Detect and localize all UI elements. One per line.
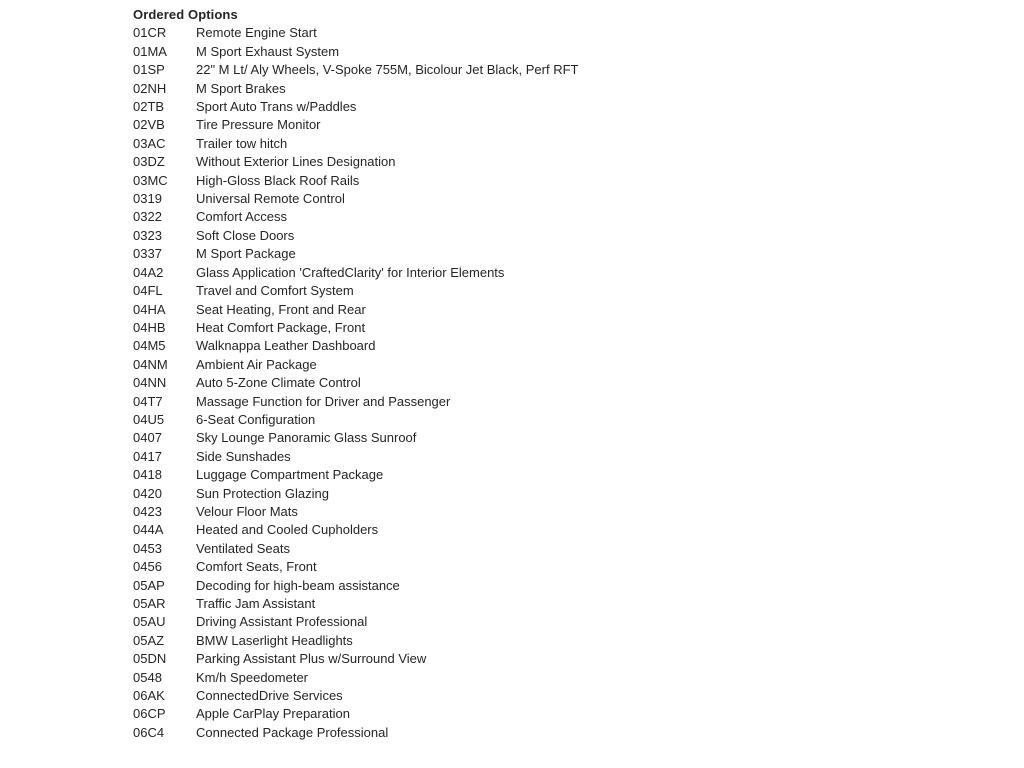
- option-row: [133, 466, 993, 484]
- option-code: 06CP: [133, 706, 166, 722]
- option-row: [133, 448, 993, 466]
- option-code: 0548: [133, 669, 162, 685]
- option-code: 0337: [133, 246, 162, 262]
- option-row: [133, 116, 993, 134]
- option-code: 06C4: [133, 724, 165, 740]
- option-code: 0407: [133, 430, 162, 446]
- option-description: Driving Assistant Professional: [196, 614, 368, 630]
- option-row: [133, 577, 993, 595]
- option-row: [133, 80, 993, 98]
- option-code: 04T7: [133, 393, 163, 409]
- option-row: [133, 208, 993, 226]
- option-row: [133, 540, 993, 558]
- option-code: 04M5: [133, 338, 166, 354]
- option-code: 06AK: [133, 688, 165, 704]
- option-description: Heated and Cooled Cupholders: [196, 522, 379, 538]
- option-code: 0418: [133, 467, 162, 483]
- option-description: Without Exterior Lines Designation: [196, 154, 396, 170]
- option-code: 04HB: [133, 319, 166, 335]
- option-code: 0453: [133, 540, 162, 556]
- option-description: Luggage Compartment Package: [196, 467, 384, 483]
- option-row: [133, 632, 993, 650]
- option-description: Sky Lounge Panoramic Glass Sunroof: [196, 430, 417, 446]
- option-code: 02NH: [133, 80, 167, 96]
- option-row: [133, 319, 993, 337]
- option-code: 044A: [133, 522, 164, 538]
- option-code: 0420: [133, 485, 162, 501]
- option-description: Ambient Air Package: [196, 356, 317, 372]
- option-description: High-Gloss Black Roof Rails: [196, 172, 360, 188]
- option-description: M Sport Exhaust System: [196, 43, 340, 59]
- option-code: 0319: [133, 191, 162, 207]
- option-row: [133, 521, 993, 539]
- option-row: [133, 669, 993, 687]
- option-description: Km/h Speedometer: [196, 669, 309, 685]
- option-row: [133, 411, 993, 429]
- option-description: Velour Floor Mats: [196, 503, 298, 519]
- option-description: M Sport Package: [196, 246, 296, 262]
- option-description: Apple CarPlay Preparation: [196, 706, 350, 722]
- option-row: [133, 172, 993, 190]
- ordered-options-document: [133, 6, 993, 742]
- option-code: 02VB: [133, 117, 165, 133]
- option-description: Trailer tow hitch: [196, 135, 288, 151]
- option-code: 0456: [133, 559, 162, 575]
- option-description: Auto 5-Zone Climate Control: [196, 375, 361, 391]
- option-description: Universal Remote Control: [196, 191, 345, 207]
- option-description: Heat Comfort Package, Front: [196, 319, 366, 335]
- option-row: [133, 595, 993, 613]
- option-row: [133, 705, 993, 723]
- option-row: [133, 227, 993, 245]
- option-description: ConnectedDrive Services: [196, 688, 343, 704]
- option-description: 6-Seat Configuration: [196, 411, 316, 427]
- option-code: 01CR: [133, 25, 167, 41]
- option-code: 04NN: [133, 375, 167, 391]
- option-description: Remote Engine Start: [196, 25, 317, 41]
- option-row: [133, 301, 993, 319]
- option-row: [133, 282, 993, 300]
- option-code: 04A2: [133, 264, 164, 280]
- option-row: [133, 429, 993, 447]
- option-row: [133, 393, 993, 411]
- option-description: Tire Pressure Monitor: [196, 117, 321, 133]
- option-row: [133, 135, 993, 153]
- option-description: 22" M Lt/ Aly Wheels, V-Spoke 755M, Bicolour Jet Black, Perf RFT: [196, 62, 579, 78]
- option-code: 03AC: [133, 135, 166, 151]
- option-description: Sun Protection Glazing: [196, 485, 329, 501]
- option-row: [133, 337, 993, 355]
- option-description: Comfort Seats, Front: [196, 559, 317, 575]
- option-code: 03DZ: [133, 154, 165, 170]
- option-row: [133, 153, 993, 171]
- page-title: Ordered Options: [133, 7, 238, 22]
- option-code: 05DN: [133, 651, 167, 667]
- option-code: 05AP: [133, 577, 165, 593]
- option-code: 05AZ: [133, 632, 165, 648]
- option-code: 0417: [133, 448, 162, 464]
- option-row: [133, 485, 993, 503]
- option-code: 02TB: [133, 99, 165, 115]
- option-description: Connected Package Professional: [196, 724, 389, 740]
- option-code: 01MA: [133, 43, 167, 59]
- option-description: Seat Heating, Front and Rear: [196, 301, 366, 317]
- option-code: 05AR: [133, 596, 166, 611]
- option-row: [133, 374, 993, 392]
- option-description: Sport Auto Trans w/Paddles: [196, 99, 357, 115]
- option-row: [133, 650, 993, 668]
- option-code: 0322: [133, 209, 162, 225]
- option-row: [133, 245, 993, 263]
- option-description: Traffic Jam Assistant: [196, 596, 316, 611]
- option-code: 04U5: [133, 411, 165, 427]
- option-description: M Sport Brakes: [196, 80, 286, 96]
- option-row: [133, 264, 993, 282]
- option-row: [133, 503, 993, 521]
- option-code: 05AU: [133, 614, 166, 630]
- option-code: 0423: [133, 503, 162, 519]
- option-row: [133, 43, 993, 61]
- option-code: 03MC: [133, 172, 168, 188]
- option-code: 01SP: [133, 62, 165, 78]
- option-row: [133, 558, 993, 576]
- option-description: Soft Close Doors: [196, 227, 295, 243]
- option-row: [133, 190, 993, 208]
- option-description: Travel and Comfort System: [196, 283, 354, 299]
- options-list: [133, 24, 993, 742]
- option-description: Side Sunshades: [196, 448, 291, 464]
- option-row: [133, 98, 993, 116]
- option-description: Massage Function for Driver and Passenger: [196, 393, 451, 409]
- option-code: 04FL: [133, 283, 163, 299]
- option-code: 04NM: [133, 356, 168, 372]
- option-row: [133, 356, 993, 374]
- option-description: Decoding for high-beam assistance: [196, 577, 400, 593]
- option-row: [133, 687, 993, 705]
- option-row: [133, 613, 993, 631]
- option-row: [133, 24, 993, 42]
- option-row: [133, 724, 993, 742]
- option-description: BMW Laserlight Headlights: [196, 632, 353, 648]
- option-description: Walknappa Leather Dashboard: [196, 338, 376, 354]
- option-code: 0323: [133, 227, 162, 243]
- option-description: Ventilated Seats: [196, 540, 290, 556]
- option-description: Parking Assistant Plus w/Surround View: [196, 651, 427, 667]
- option-description: Comfort Access: [196, 209, 288, 225]
- option-row: [133, 61, 993, 79]
- option-description: Glass Application 'CraftedClarity' for Interior Elements: [196, 264, 505, 280]
- option-code: 04HA: [133, 301, 166, 317]
